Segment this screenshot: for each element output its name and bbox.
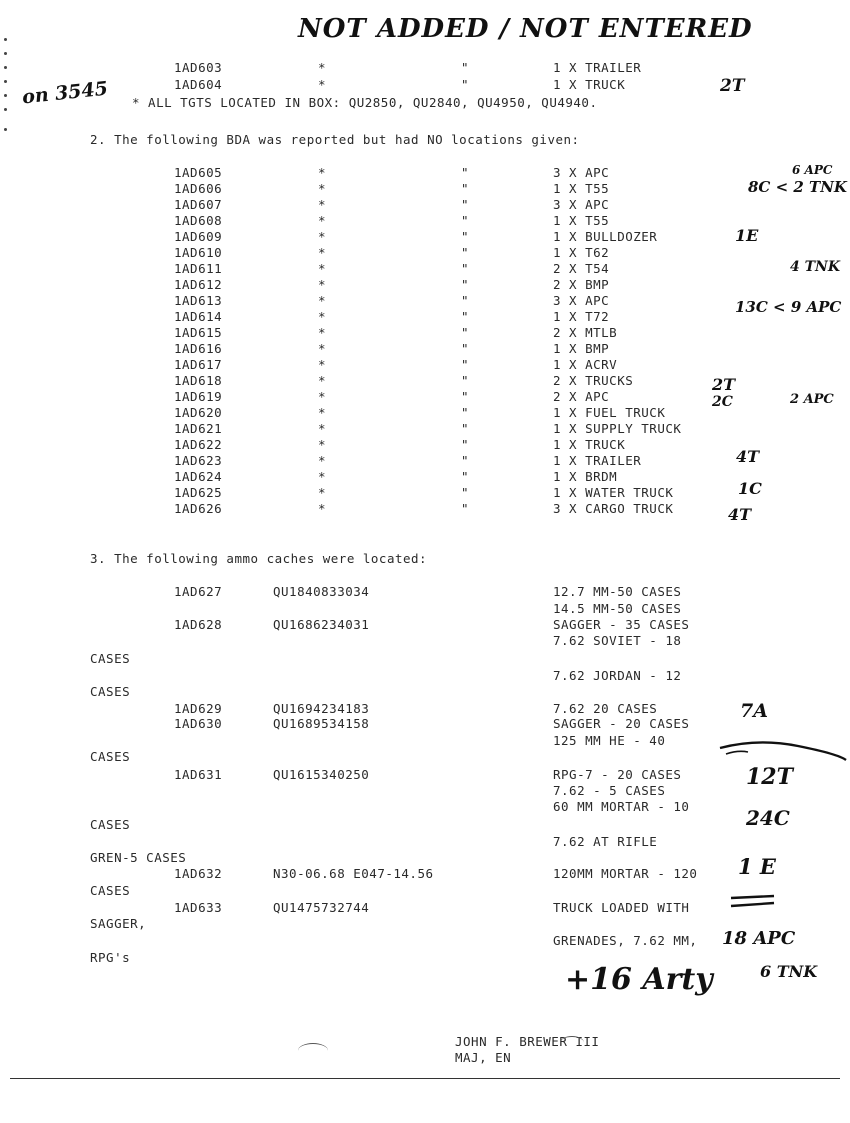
grid-location: QU1475732744 xyxy=(273,900,370,915)
wrapped-text: GREN-5 CASES xyxy=(90,850,187,865)
bda-item: 1 X T72 xyxy=(553,309,610,324)
cache-item: 7.62 - 5 CASES xyxy=(553,783,666,798)
target-id: 1AD610 xyxy=(174,245,223,260)
star-mark: * xyxy=(318,325,327,340)
star-mark: * xyxy=(318,213,327,228)
target-id: 1AD632 xyxy=(174,866,223,881)
wrapped-text: RPG's xyxy=(90,950,131,965)
star-mark: * xyxy=(318,373,327,388)
wrapped-text: CASES xyxy=(90,684,131,699)
handwritten-note: 6 APC xyxy=(792,163,833,177)
bda-item: 2 X MTLB xyxy=(553,325,618,340)
cache-item: 7.62 AT RIFLE xyxy=(553,834,658,849)
cache-item: SAGGER - 35 CASES xyxy=(553,617,690,632)
bda-item: 1 X BULLDOZER xyxy=(553,229,658,244)
cache-item: 7.62 20 CASES xyxy=(553,701,658,716)
bda-item: 1 X WATER TRUCK xyxy=(553,485,674,500)
wrapped-text: CASES xyxy=(90,749,131,764)
star-mark: * xyxy=(318,229,327,244)
ditto-mark: " xyxy=(461,485,470,500)
ditto-mark: " xyxy=(461,437,470,452)
grid-location: QU1689534158 xyxy=(273,716,370,731)
handwritten-equals xyxy=(728,892,778,912)
star-mark: * xyxy=(318,77,327,92)
cache-item: 120MM MORTAR - 120 xyxy=(553,866,698,881)
bda-item: 1 X T55 xyxy=(553,181,610,196)
bda-item: 2 X T54 xyxy=(553,261,610,276)
cache-item: TRUCK LOADED WITH xyxy=(553,900,690,915)
wrapped-text: SAGGER, xyxy=(90,916,147,931)
margin-dot xyxy=(4,108,7,111)
handwritten-note: 2 APC xyxy=(790,392,834,407)
target-id: 1AD619 xyxy=(174,389,223,404)
ditto-mark: " xyxy=(461,165,470,180)
margin-dot xyxy=(4,52,7,55)
cache-item: RPG-7 - 20 CASES xyxy=(553,767,682,782)
bda-item: 3 X APC xyxy=(553,165,610,180)
ditto-mark: " xyxy=(461,181,470,196)
handwritten-note: 6 TNK xyxy=(760,962,818,981)
target-id: 1AD612 xyxy=(174,277,223,292)
ditto-mark: " xyxy=(461,309,470,324)
bda-item: 2 X TRUCKS xyxy=(553,373,634,388)
handwritten-note: 1E xyxy=(735,226,759,245)
box-location-line: * ALL TGTS LOCATED IN BOX: QU2850, QU2840, QU4950, QU4940. xyxy=(132,95,598,110)
grid-location: QU1615340250 xyxy=(273,767,370,782)
star-mark: * xyxy=(318,405,327,420)
bda-item: 1 X BRDM xyxy=(553,469,618,484)
star-mark: * xyxy=(318,341,327,356)
target-id: 1AD627 xyxy=(174,584,223,599)
target-id: 1AD614 xyxy=(174,309,223,324)
star-mark: * xyxy=(318,245,327,260)
signature-name: JOHN F. BREWER III xyxy=(455,1034,600,1049)
ditto-mark: " xyxy=(461,405,470,420)
bda-item: 1 X ACRV xyxy=(553,357,618,372)
ditto-mark: " xyxy=(461,77,470,92)
wrapped-text: CASES xyxy=(90,817,131,832)
section-3-heading: 3. The following ammo caches were located: xyxy=(90,551,428,566)
bda-item: 1 X FUEL TRUCK xyxy=(553,405,666,420)
target-id: 1AD629 xyxy=(174,701,223,716)
handwritten-note: 2T xyxy=(712,375,736,394)
wrapped-text: CASES xyxy=(90,883,131,898)
target-id: 1AD616 xyxy=(174,341,223,356)
star-mark: * xyxy=(318,261,327,276)
wrapped-text: CASES xyxy=(90,651,131,666)
bda-item: 1 X TRUCK xyxy=(553,77,626,92)
star-mark: * xyxy=(318,389,327,404)
ditto-mark: " xyxy=(461,60,470,75)
star-mark: * xyxy=(318,421,327,436)
star-mark: * xyxy=(318,293,327,308)
target-id: 1AD628 xyxy=(174,617,223,632)
signature-mark xyxy=(298,1043,328,1058)
star-mark: * xyxy=(318,469,327,484)
margin-dot xyxy=(4,128,7,131)
handwritten-note: 4T xyxy=(728,505,752,524)
target-id: 1AD630 xyxy=(174,716,223,731)
ditto-mark: " xyxy=(461,421,470,436)
target-id: 1AD608 xyxy=(174,213,223,228)
cache-item: 12.7 MM-50 CASES xyxy=(553,584,682,599)
margin-dot xyxy=(4,38,7,41)
target-id: 1AD624 xyxy=(174,469,223,484)
handwritten-note: 1 E xyxy=(738,854,776,879)
bda-item: 1 X TRAILER xyxy=(553,60,642,75)
ditto-mark: " xyxy=(461,341,470,356)
bda-item: 2 X APC xyxy=(553,389,610,404)
star-mark: * xyxy=(318,165,327,180)
star-mark: * xyxy=(318,501,327,516)
bda-item: 1 X SUPPLY TRUCK xyxy=(553,421,682,436)
handwritten-note: 13C < 9 APC xyxy=(735,298,842,316)
bda-item: 3 X CARGO TRUCK xyxy=(553,501,674,516)
target-id: 1AD626 xyxy=(174,501,223,516)
ditto-mark: " xyxy=(461,293,470,308)
target-id: 1AD609 xyxy=(174,229,223,244)
cache-item: 60 MM MORTAR - 10 xyxy=(553,799,690,814)
star-mark: * xyxy=(318,437,327,452)
bda-item: 2 X BMP xyxy=(553,277,610,292)
cache-item: 7.62 SOVIET - 18 xyxy=(553,633,682,648)
grid-location: N30-06.68 E047-14.56 xyxy=(273,866,434,881)
handwritten-note: +16 Arty xyxy=(565,962,713,997)
ditto-mark: " xyxy=(461,325,470,340)
target-id: 1AD618 xyxy=(174,373,223,388)
section-2-heading: 2. The following BDA was reported but had NO locations given: xyxy=(90,132,580,147)
star-mark: * xyxy=(318,60,327,75)
handwritten-header: NOT ADDED / NOT ENTERED xyxy=(298,14,753,44)
cache-item: 7.62 JORDAN - 12 xyxy=(553,668,682,683)
star-mark: * xyxy=(318,485,327,500)
target-id: 1AD606 xyxy=(174,181,223,196)
handwritten-note: 2T xyxy=(720,76,745,96)
star-mark: * xyxy=(318,181,327,196)
target-id: 1AD613 xyxy=(174,293,223,308)
target-id: 1AD611 xyxy=(174,261,223,276)
target-id: 1AD604 xyxy=(174,77,223,92)
bda-item: 1 X TRUCK xyxy=(553,437,626,452)
target-id: 1AD603 xyxy=(174,60,223,75)
grid-location: QU1686234031 xyxy=(273,617,370,632)
ditto-mark: " xyxy=(461,229,470,244)
ditto-mark: " xyxy=(461,213,470,228)
handwritten-margin-note: on 3545 xyxy=(21,77,109,109)
ditto-mark: " xyxy=(461,469,470,484)
ditto-mark: " xyxy=(461,373,470,388)
target-id: 1AD633 xyxy=(174,900,223,915)
star-mark: * xyxy=(318,277,327,292)
handwritten-note: 2C xyxy=(712,394,733,410)
grid-location: QU1840833034 xyxy=(273,584,370,599)
target-id: 1AD631 xyxy=(174,767,223,782)
bda-item: 1 X BMP xyxy=(553,341,610,356)
star-mark: * xyxy=(318,197,327,212)
target-id: 1AD621 xyxy=(174,421,223,436)
handwritten-note: 8C < 2 TNK xyxy=(748,178,847,196)
target-id: 1AD623 xyxy=(174,453,223,468)
table-row xyxy=(0,60,850,76)
cache-item: 14.5 MM-50 CASES xyxy=(553,601,682,616)
target-id: 1AD605 xyxy=(174,165,223,180)
ditto-mark: " xyxy=(461,389,470,404)
target-id: 1AD620 xyxy=(174,405,223,420)
handwritten-note: 1C xyxy=(738,479,762,498)
ditto-mark: " xyxy=(461,197,470,212)
signature-mark xyxy=(560,1036,584,1049)
bda-item: 3 X APC xyxy=(553,293,610,308)
star-mark: * xyxy=(318,357,327,372)
grid-location: QU1694234183 xyxy=(273,701,370,716)
bottom-rule xyxy=(10,1078,840,1079)
bda-item: 1 X T62 xyxy=(553,245,610,260)
ditto-mark: " xyxy=(461,453,470,468)
star-mark: * xyxy=(318,453,327,468)
handwritten-note: 4 TNK xyxy=(790,259,840,275)
handwritten-note: 24C xyxy=(746,806,790,830)
ditto-mark: " xyxy=(461,261,470,276)
target-id: 1AD617 xyxy=(174,357,223,372)
ditto-mark: " xyxy=(461,357,470,372)
ditto-mark: " xyxy=(461,277,470,292)
handwritten-note: 4T xyxy=(736,447,760,466)
handwritten-note: 7A xyxy=(740,700,768,722)
star-mark: * xyxy=(318,309,327,324)
handwritten-note: 12T xyxy=(746,764,793,790)
bda-item: 1 X T55 xyxy=(553,213,610,228)
cache-item: SAGGER - 20 CASES xyxy=(553,716,690,731)
handwritten-note: 18 APC xyxy=(722,928,796,949)
target-id: 1AD615 xyxy=(174,325,223,340)
target-id: 1AD607 xyxy=(174,197,223,212)
signature-rank: MAJ, EN xyxy=(455,1050,512,1065)
cache-item: 125 MM HE - 40 xyxy=(553,733,666,748)
ditto-mark: " xyxy=(461,245,470,260)
target-id: 1AD622 xyxy=(174,437,223,452)
ditto-mark: " xyxy=(461,501,470,516)
cache-item: GRENADES, 7.62 MM, xyxy=(553,933,698,948)
bda-item: 1 X TRAILER xyxy=(553,453,642,468)
target-id: 1AD625 xyxy=(174,485,223,500)
bda-item: 3 X APC xyxy=(553,197,610,212)
margin-dot xyxy=(4,94,7,97)
